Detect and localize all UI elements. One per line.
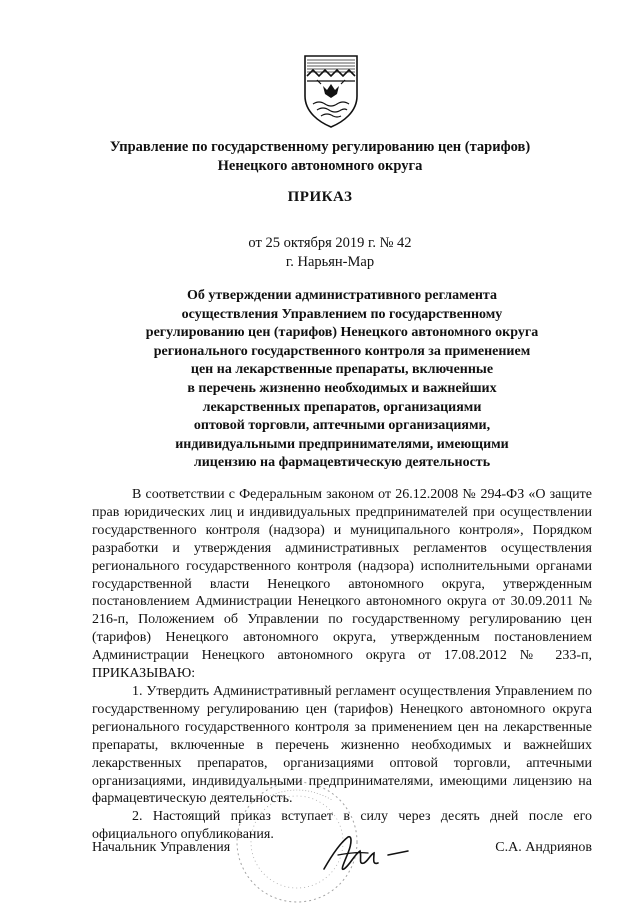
title-line: индивидуальными предпринимателями, имеющими bbox=[175, 436, 509, 452]
organization-line-1: Управление по государственному регулированию цен (тарифов) bbox=[109, 139, 531, 155]
title-line: оптовой торговли, аптечными организациями, bbox=[193, 418, 491, 434]
title-line: лекарственных препаратов, организациями bbox=[202, 399, 482, 415]
title-line: в перечень жизненно необходимых и важнейших bbox=[187, 380, 497, 396]
signer-name: С.А. Андриянов bbox=[495, 840, 592, 855]
coat-of-arms-graphic bbox=[299, 50, 363, 130]
title-line: осуществления Управлением по государственному bbox=[181, 306, 503, 322]
preamble-paragraph: В соответствии с Федеральным законом от 26.12.2008 № 294-ФЗ «О защите прав юридических лиц и индивидуальных предпринимателей при осуществлении государственного контроля (надзора) и муниципального контроля», Порядком разработки и утверждения административных регламентов осуществления регионального государственного контроля (надзора) исполнительными органами государственной власти Ненецкого автономного округа, утвержденным постановлением Администрации Ненецкого автономного округа от 30.09.2011 № 216-п, Положением об Управлении по государственному регулированию цен (тарифов) Ненецкого автономного округа, утвержденным постановлением Администрации Ненецкого автономного округа от 17.08.2012 № 233-п, ПРИКАЗЫВАЮ: bbox=[92, 487, 592, 682]
title-line: регулированию цен (тарифов) Ненецкого автономного округа bbox=[145, 325, 539, 341]
signer-position: Начальник Управления bbox=[92, 840, 231, 855]
order-item-2: 2. Настоящий приказ вступает в силу через десять дней после его официального опубликования. bbox=[92, 809, 592, 843]
document-title bbox=[92, 287, 592, 473]
document-city: г. Нарьян-Мар bbox=[285, 254, 375, 270]
order-item-1: 1. Утвердить Административный регламент осуществления Управлением по государственному регулированию цен (тарифов) Ненецкого автономного округа регионального государственного контроля за применением цен на лекарственные препараты, включенные в перечень жизненно необходимых и важнейших лекарственных препаратов, организациями оптовой торговли, аптечными организациями, индивидуальными предпринимателями, имеющими лицензию на фармацевтическую деятельность. bbox=[92, 683, 592, 807]
document-date-number: от 25 октября 2019 г. № 42 bbox=[248, 235, 412, 251]
title-line: Об утверждении административного регламента bbox=[187, 288, 497, 303]
title-line: лицензию на фармацевтическую деятельность bbox=[193, 455, 491, 471]
handwritten-signature-icon bbox=[318, 825, 418, 880]
title-line: регионального государственного контроля за применением bbox=[153, 343, 531, 359]
coat-of-arms-icon bbox=[299, 50, 363, 130]
document-type: ПРИКАЗ bbox=[287, 189, 353, 205]
title-line: цен на лекарственные препараты, включенные bbox=[190, 362, 494, 378]
organization-name bbox=[0, 138, 640, 176]
organization-line-2: Ненецкого автономного округа bbox=[217, 158, 423, 174]
